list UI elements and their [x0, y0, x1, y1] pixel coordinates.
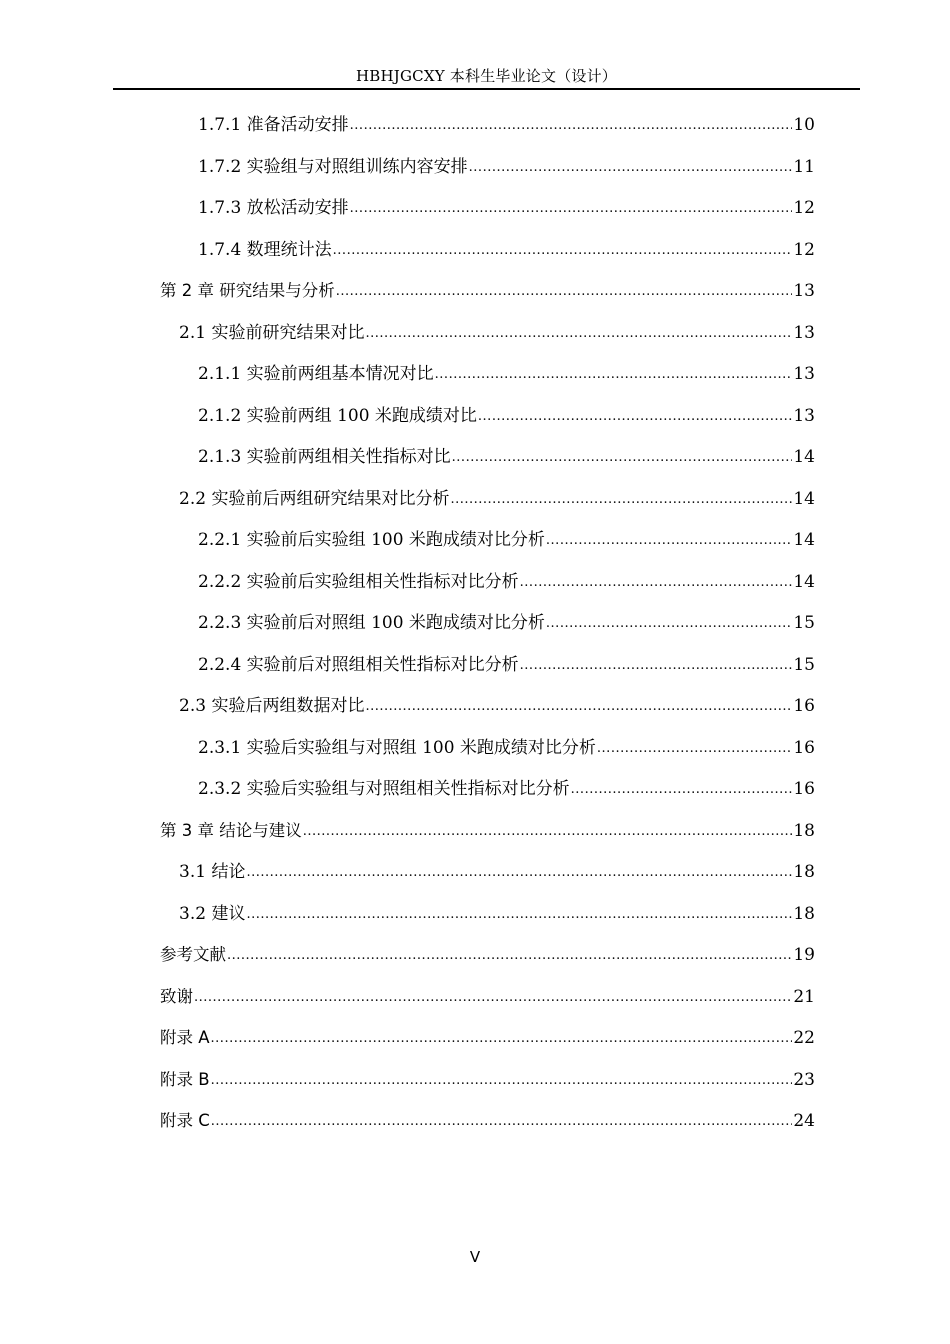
toc-entry-title: 附录 A: [160, 1028, 210, 1047]
toc-entry-title: 2.1 实验前研究结果对比: [179, 322, 365, 343]
toc-leader-dots: [365, 698, 792, 717]
toc-leader-dots: [336, 283, 793, 302]
toc-entry-page: 14: [793, 530, 815, 550]
toc-leader-dots: [227, 947, 792, 966]
toc-entry-page: 16: [793, 779, 815, 799]
toc-leader-dots: [450, 491, 792, 510]
toc-entry[interactable]: [179, 691, 815, 717]
toc-entry[interactable]: [160, 276, 815, 302]
toc-entry-title: 3.2 建议: [179, 903, 246, 924]
page-header: HBHJGCXY 本科生毕业论文（设计）: [355, 67, 617, 85]
toc-leader-dots: [333, 242, 793, 261]
toc-entry[interactable]: [198, 567, 815, 593]
toc-entry-title: 第 2 章 研究结果与分析: [160, 281, 335, 300]
toc-entry[interactable]: [198, 193, 815, 219]
toc-entry[interactable]: [160, 1065, 815, 1091]
toc-leader-dots: [546, 532, 792, 551]
toc-entry-title: 1.7.2 实验组与对照组训练内容安排: [198, 156, 468, 177]
toc-leader-dots: [571, 781, 793, 800]
toc-leader-dots: [246, 864, 792, 883]
toc-entry-title: 2.1.3 实验前两组相关性指标对比: [198, 447, 451, 467]
toc-entry-page: 14: [793, 571, 815, 592]
toc-entry-title: 1.7.4 数理统计法: [198, 239, 332, 260]
toc-leader-dots: [520, 657, 793, 676]
toc-entry[interactable]: [179, 857, 815, 883]
toc-leader-dots: [211, 1030, 793, 1049]
toc-entry[interactable]: [179, 318, 815, 344]
toc-leader-dots: [211, 1072, 793, 1091]
toc-entry[interactable]: [198, 774, 815, 800]
toc-entry-page: 18: [793, 903, 815, 924]
toc-entry-page: 19: [793, 945, 815, 965]
toc-entry[interactable]: [198, 733, 815, 759]
toc-entry-title: 2.2.3 实验前后对照组 100 米跑成绩对比分析: [198, 613, 545, 633]
toc-entry-title: 1.7.1 准备活动安排: [198, 115, 349, 135]
toc-entry[interactable]: [198, 110, 815, 136]
toc-entry-page: 15: [793, 654, 815, 675]
toc-entry[interactable]: [198, 359, 815, 385]
toc-leader-dots: [303, 823, 793, 842]
toc-entry[interactable]: [198, 401, 815, 427]
toc-entry[interactable]: [160, 1106, 815, 1132]
toc-leader-dots: [597, 740, 792, 759]
toc-entry-page: 15: [793, 613, 815, 633]
toc-entry-page: 21: [793, 986, 815, 1007]
toc-entry-title: 2.3.1 实验后实验组与对照组 100 米跑成绩对比分析: [198, 737, 596, 758]
toc-entry-title: 致谢: [160, 986, 193, 1006]
toc-entry-title: 附录 C: [160, 1111, 210, 1130]
toc-entry-title: 2.1.1 实验前两组基本情况对比: [198, 364, 434, 384]
toc-entry-title: 1.7.3 放松活动安排: [198, 198, 349, 218]
toc-leader-dots: [246, 906, 792, 925]
toc-entry-page: 13: [793, 405, 815, 426]
toc-entry-page: 18: [793, 820, 815, 841]
header-rule: [113, 88, 860, 90]
toc-entry[interactable]: [198, 525, 815, 551]
toc-entry[interactable]: [160, 940, 815, 966]
toc-entry[interactable]: [198, 442, 815, 468]
toc-entry-title: 2.2.4 实验前后对照组相关性指标对比分析: [198, 654, 519, 675]
toc-entry-page: 22: [793, 1028, 815, 1048]
toc-entry-page: 16: [793, 696, 815, 716]
toc-entry-page: 13: [793, 322, 815, 343]
toc-leader-dots: [478, 408, 792, 427]
toc-entry-page: 13: [793, 281, 815, 301]
toc-entry-title: 2.2 实验前后两组研究结果对比分析: [179, 488, 450, 509]
toc-entry[interactable]: [198, 650, 815, 676]
toc-entry-title: 第 3 章 结论与建议: [160, 820, 302, 840]
page-number: V: [469, 1248, 481, 1266]
toc-entry[interactable]: [160, 982, 815, 1008]
toc-entry-page: 10: [793, 115, 815, 135]
toc-entry-title: 2.2.2 实验前后实验组相关性指标对比分析: [198, 571, 519, 592]
toc-entry-title: 参考文献: [160, 945, 226, 964]
toc-entry-title: 2.1.2 实验前两组 100 米跑成绩对比: [198, 405, 477, 426]
toc-leader-dots: [194, 989, 792, 1008]
toc-entry-page: 11: [793, 156, 815, 177]
toc-entry[interactable]: [198, 152, 815, 178]
toc-leader-dots: [469, 159, 793, 178]
toc-entry-page: 23: [793, 1069, 815, 1090]
toc-entry[interactable]: [179, 484, 815, 510]
toc-entry-page: 16: [793, 737, 815, 758]
toc-entry[interactable]: [198, 235, 815, 261]
toc-entry[interactable]: [198, 608, 815, 634]
toc-entry-page: 12: [793, 239, 815, 260]
toc-entry[interactable]: [160, 1023, 815, 1049]
toc-leader-dots: [435, 366, 793, 385]
toc-entry-page: 24: [793, 1111, 815, 1131]
toc-leader-dots: [350, 117, 793, 136]
toc-entry-title: 3.1 结论: [179, 862, 246, 882]
toc-leader-dots: [211, 1113, 793, 1132]
toc-leader-dots: [452, 449, 793, 468]
toc-entry-page: 12: [793, 198, 815, 218]
toc-leader-dots: [520, 574, 793, 593]
toc-entry-page: 14: [793, 488, 815, 509]
toc-entry-title: 附录 B: [160, 1069, 210, 1089]
toc-leader-dots: [350, 200, 793, 219]
toc-leader-dots: [546, 615, 792, 634]
toc-leader-dots: [365, 325, 792, 344]
toc-entry[interactable]: [179, 899, 815, 925]
toc-entry-page: 18: [793, 862, 815, 882]
toc-entry-title: 2.2.1 实验前后实验组 100 米跑成绩对比分析: [198, 530, 545, 550]
toc-entry-title: 2.3.2 实验后实验组与对照组相关性指标对比分析: [198, 779, 570, 799]
toc-entry-title: 2.3 实验后两组数据对比: [179, 696, 365, 716]
toc-entry-page: 13: [793, 364, 815, 384]
toc-entry[interactable]: [160, 816, 815, 842]
toc-entry-page: 14: [793, 447, 815, 467]
